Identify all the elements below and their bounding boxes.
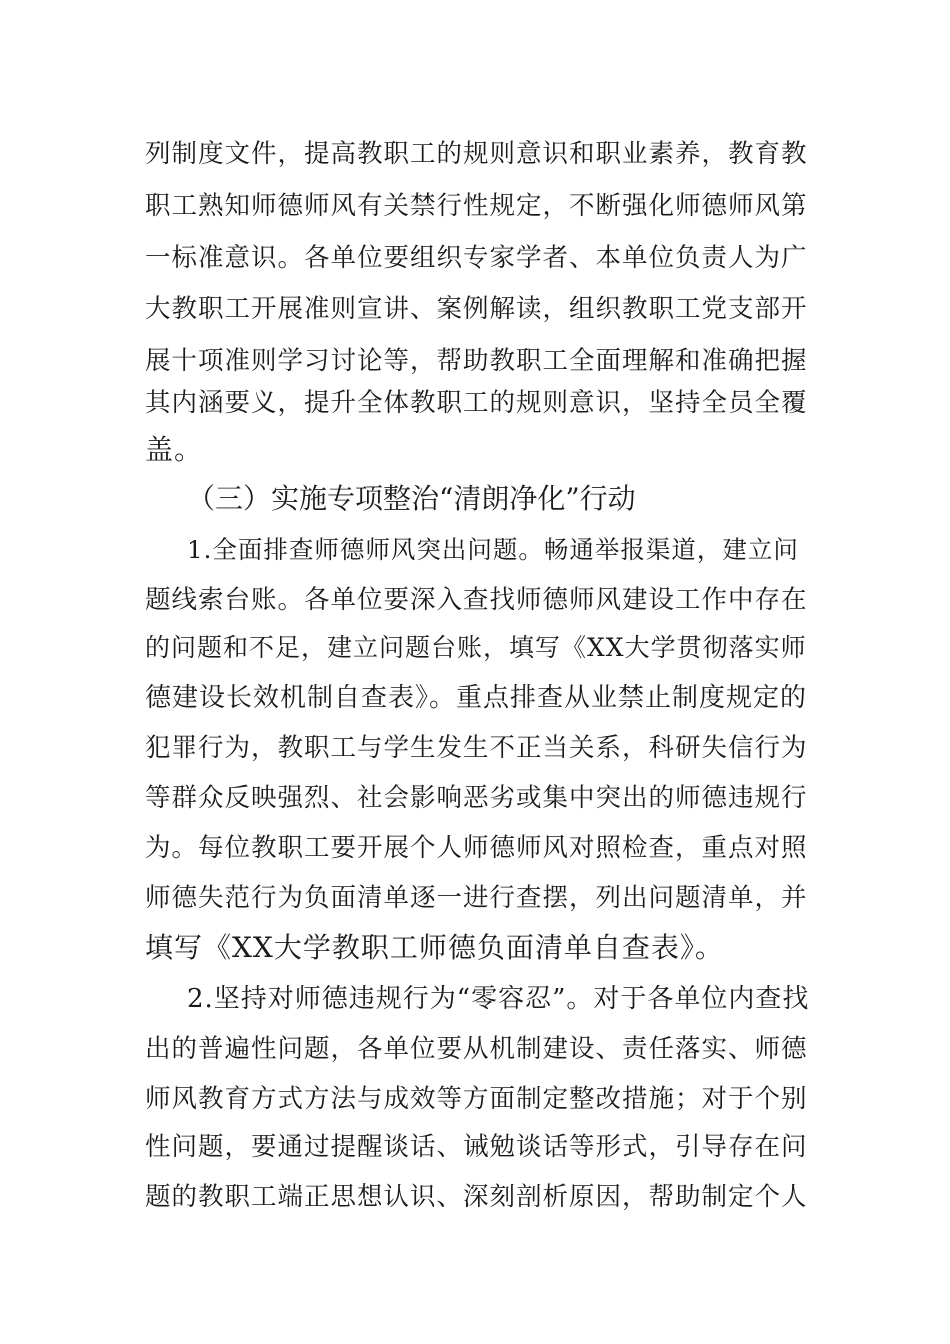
paragraph-first-line: 1.全面排查师德师风突出问题。畅通举报渠道，建立问 (187, 535, 799, 564)
text-line: 德建设长效机制自查表》。重点排查从业禁止制度规定的 (145, 683, 808, 713)
text-line: 师风教育方式方法与成效等方面制定整改措施；对于个别 (145, 1084, 808, 1114)
text-line: 大教职工开展准则宣讲、案例解读，组织教职工党支部开 (145, 294, 808, 324)
text-line: 职工熟知师德师风有关禁行性规定，不断强化师德师风第 (145, 191, 808, 221)
text-line: 为。每位教职工要开展个人师德师风对照检查，重点对照 (145, 833, 808, 863)
text-line: 盖。 (145, 433, 204, 466)
text-line: 性问题，要通过提醒谈话、诫勉谈话等形式，引导存在问 (145, 1132, 808, 1162)
text-line: 出的普遍性问题，各单位要从机制建设、责任落实、师德 (145, 1034, 808, 1064)
paragraph-first-line: 2.坚持对师德违规行为“零容忍”。对于各单位内查找 (187, 984, 810, 1014)
text-line: 师德失范行为负面清单逐一进行查摆，列出问题清单，并 (145, 883, 808, 913)
section-heading: （三）实施专项整治“清朗净化”行动 (187, 482, 636, 515)
text-line: 其内涵要义，提升全体教职工的规则意识，坚持全员全覆 (145, 388, 808, 418)
text-line: 等群众反映强烈、社会影响恶劣或集中突出的师德违规行 (145, 783, 808, 813)
text-line: 犯罪行为，教职工与学生发生不正当关系，科研失信行为 (145, 733, 808, 763)
text-line: 列制度文件，提高教职工的规则意识和职业素养，教育教 (145, 139, 808, 169)
text-line: 题的教职工端正思想认识、深刻剖析原因，帮助制定个人 (145, 1182, 808, 1212)
text-line: 一标准意识。各单位要组织专家学者、本单位负责人为广 (145, 243, 808, 273)
text-line: 题线索台账。各单位要深入查找师德师风建设工作中存在 (145, 585, 808, 615)
text-line: 展十项准则学习讨论等，帮助教职工全面理解和准确把握 (145, 346, 808, 376)
text-line: 填写《XX大学教职工师德负面清单自查表》。 (145, 931, 724, 964)
text-line: 的问题和不足，建立问题台账，填写《XX大学贯彻落实师 (145, 633, 807, 662)
